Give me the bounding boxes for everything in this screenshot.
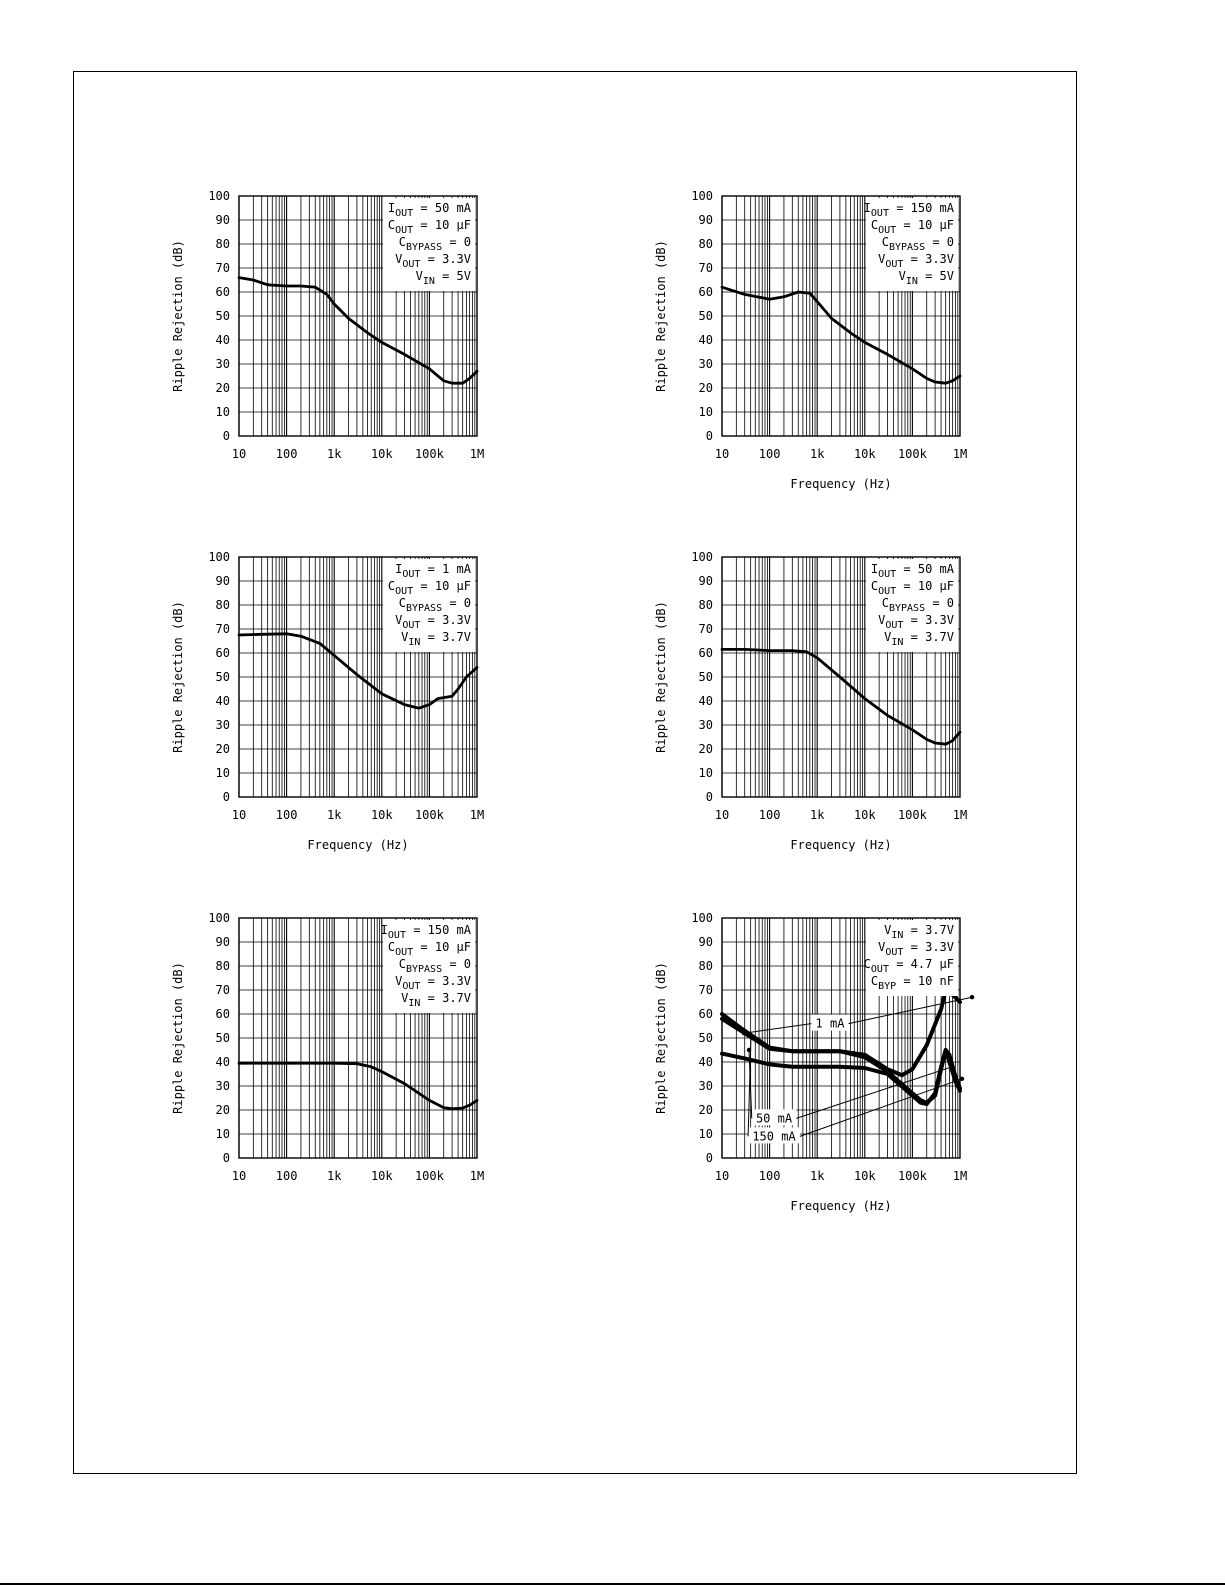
callout-arrowhead xyxy=(950,1065,954,1069)
y-tick-label: 0 xyxy=(705,1151,713,1165)
condition-label: $V_{OUT} = 3.3V$ xyxy=(878,252,954,270)
y-axis-label: Ripple Rejection (dB) xyxy=(654,601,668,753)
y-tick-label: 20 xyxy=(215,1103,230,1117)
y-tick-label: 60 xyxy=(215,646,230,660)
condition-label: $V_{IN} = 5V$ xyxy=(415,269,471,287)
y-tick-label: 0 xyxy=(705,790,713,804)
condition-label: $V_{OUT} = 3.3V$ xyxy=(395,252,471,270)
y-tick-label: 100 xyxy=(208,550,230,564)
condition-label: $V_{IN} = 3.7V$ xyxy=(884,923,954,941)
condition-label: $C_{OUT} = 10$ μF xyxy=(870,218,954,236)
y-tick-label: 10 xyxy=(698,1127,713,1141)
condition-label: $V_{OUT} = 3.3V$ xyxy=(878,613,954,631)
x-tick-label: 100 xyxy=(275,447,298,461)
y-tick-label: 70 xyxy=(215,983,230,997)
condition-label: $I_{OUT} = 150$ mA xyxy=(380,923,471,941)
x-axis-label: Frequency (Hz) xyxy=(790,838,892,852)
y-tick-label: 0 xyxy=(222,790,230,804)
y-tick-label: 10 xyxy=(215,766,230,780)
x-tick-label: 10 xyxy=(714,1169,730,1183)
y-tick-label: 50 xyxy=(215,670,230,684)
condition-label: $C_{BYP} = 10$ nF xyxy=(870,974,954,992)
y-tick-label: 20 xyxy=(215,742,230,756)
condition-label: $C_{BYPASS} = 0$ xyxy=(881,235,954,253)
y-axis-label: Ripple Rejection (dB) xyxy=(654,962,668,1114)
callout-label: 1 mA xyxy=(815,1016,845,1031)
y-tick-label: 10 xyxy=(698,766,713,780)
condition-label: $C_{OUT} = 10$ μF xyxy=(387,579,471,597)
callout-label: 150 mA xyxy=(752,1129,796,1144)
y-tick-label: 90 xyxy=(698,574,713,588)
x-tick-label: 10 xyxy=(231,808,247,822)
y-tick-label: 30 xyxy=(698,357,713,371)
x-tick-label: 1k xyxy=(326,447,342,461)
series-line xyxy=(722,287,960,383)
y-tick-label: 30 xyxy=(698,718,713,732)
x-tick-label: 1k xyxy=(809,447,825,461)
y-tick-label: 20 xyxy=(698,381,713,395)
series-line xyxy=(239,278,477,384)
y-tick-label: 40 xyxy=(698,333,713,347)
y-tick-label: 40 xyxy=(215,1055,230,1069)
x-tick-label: 1k xyxy=(809,808,825,822)
condition-label: $C_{BYPASS} = 0$ xyxy=(881,596,954,614)
condition-label: $I_{OUT} = 50$ mA xyxy=(870,562,954,580)
y-tick-label: 10 xyxy=(698,405,713,419)
condition-label: $C_{OUT} = 10$ μF xyxy=(387,218,471,236)
condition-label: $V_{OUT} = 3.3V$ xyxy=(395,974,471,992)
x-tick-label: 100 xyxy=(758,1169,781,1183)
condition-label: $C_{BYPASS} = 0$ xyxy=(398,235,471,253)
y-tick-label: 90 xyxy=(698,935,713,949)
x-tick-label: 1M xyxy=(469,447,485,461)
x-tick-label: 100k xyxy=(897,447,927,461)
y-tick-label: 40 xyxy=(698,694,713,708)
y-tick-label: 60 xyxy=(698,646,713,660)
chart-2 xyxy=(643,180,983,510)
y-tick-label: 70 xyxy=(215,261,230,275)
x-tick-label: 100k xyxy=(414,808,444,822)
x-tick-label: 100 xyxy=(758,808,781,822)
y-tick-label: 60 xyxy=(215,1007,230,1021)
y-tick-label: 40 xyxy=(215,694,230,708)
y-tick-label: 60 xyxy=(215,285,230,299)
x-tick-label: 1k xyxy=(326,808,342,822)
chart-5 xyxy=(160,902,500,1232)
x-tick-label: 100k xyxy=(897,808,927,822)
x-tick-label: 1M xyxy=(469,1169,485,1183)
callout-leader xyxy=(800,1079,962,1137)
y-tick-label: 100 xyxy=(691,189,713,203)
condition-label: $I_{OUT} = 1$ mA xyxy=(395,562,471,580)
x-axis-label: Frequency (Hz) xyxy=(790,477,892,491)
condition-label: $V_{IN} = 3.7V$ xyxy=(401,630,471,648)
y-tick-label: 70 xyxy=(215,622,230,636)
y-tick-label: 60 xyxy=(698,285,713,299)
condition-label: $V_{IN} = 3.7V$ xyxy=(884,630,954,648)
y-tick-label: 90 xyxy=(215,574,230,588)
x-tick-label: 100k xyxy=(414,1169,444,1183)
condition-label: $C_{BYPASS} = 0$ xyxy=(398,596,471,614)
y-tick-label: 100 xyxy=(208,189,230,203)
x-tick-label: 1k xyxy=(326,1169,342,1183)
y-tick-label: 30 xyxy=(215,1079,230,1093)
callout-arrowhead xyxy=(742,1031,746,1035)
chart-3 xyxy=(160,541,500,871)
x-tick-label: 10k xyxy=(853,808,876,822)
x-tick-label: 1k xyxy=(809,1169,825,1183)
chart-6 xyxy=(643,902,983,1232)
y-tick-label: 100 xyxy=(208,911,230,925)
callout-arrowhead xyxy=(749,1033,753,1037)
callout-leader xyxy=(744,1024,811,1034)
x-tick-label: 10k xyxy=(853,1169,876,1183)
y-axis-label: Ripple Rejection (dB) xyxy=(171,601,185,753)
x-tick-label: 10k xyxy=(370,1169,393,1183)
series-line xyxy=(722,649,960,744)
x-tick-label: 1M xyxy=(952,1169,968,1183)
y-tick-label: 0 xyxy=(705,429,713,443)
condition-label: $V_{IN} = 3.7V$ xyxy=(401,991,471,1009)
y-tick-label: 90 xyxy=(698,213,713,227)
series-line-150-ma xyxy=(722,1050,960,1104)
y-tick-label: 50 xyxy=(698,309,713,323)
y-tick-label: 80 xyxy=(698,959,713,973)
x-tick-label: 1M xyxy=(952,447,968,461)
y-tick-label: 70 xyxy=(698,983,713,997)
y-tick-label: 80 xyxy=(215,237,230,251)
x-tick-label: 10 xyxy=(714,447,730,461)
condition-label: $V_{IN} = 5V$ xyxy=(898,269,954,287)
y-axis-label: Ripple Rejection (dB) xyxy=(171,962,185,1114)
callout-leader xyxy=(796,1067,952,1119)
condition-label: $I_{OUT} = 150$ mA xyxy=(863,201,954,219)
y-tick-label: 100 xyxy=(691,550,713,564)
condition-label: $C_{BYPASS} = 0$ xyxy=(398,957,471,975)
condition-label: $I_{OUT} = 50$ mA xyxy=(387,201,471,219)
y-tick-label: 40 xyxy=(215,333,230,347)
y-tick-label: 10 xyxy=(215,1127,230,1141)
y-tick-label: 50 xyxy=(215,1031,230,1045)
y-tick-label: 20 xyxy=(215,381,230,395)
condition-label: $V_{OUT} = 3.3V$ xyxy=(395,613,471,631)
y-tick-label: 80 xyxy=(215,959,230,973)
y-tick-label: 30 xyxy=(215,357,230,371)
chart-4 xyxy=(643,541,983,871)
x-tick-label: 100 xyxy=(275,808,298,822)
x-tick-label: 100 xyxy=(275,1169,298,1183)
x-tick-label: 10 xyxy=(231,1169,247,1183)
y-tick-label: 80 xyxy=(698,237,713,251)
y-tick-label: 60 xyxy=(698,1007,713,1021)
condition-label: $V_{OUT} = 3.3V$ xyxy=(878,940,954,958)
callout-label: 50 mA xyxy=(755,1111,793,1126)
y-tick-label: 50 xyxy=(698,670,713,684)
y-tick-label: 70 xyxy=(698,261,713,275)
x-tick-label: 10k xyxy=(853,447,876,461)
y-tick-label: 80 xyxy=(215,598,230,612)
x-tick-label: 10 xyxy=(231,447,247,461)
y-tick-label: 20 xyxy=(698,742,713,756)
x-tick-label: 100 xyxy=(758,447,781,461)
y-tick-label: 80 xyxy=(698,598,713,612)
y-tick-label: 40 xyxy=(698,1055,713,1069)
x-tick-label: 10k xyxy=(370,447,393,461)
y-tick-label: 100 xyxy=(691,911,713,925)
x-tick-label: 1M xyxy=(469,808,485,822)
callout-arrowhead xyxy=(960,1077,964,1081)
y-tick-label: 0 xyxy=(222,1151,230,1165)
x-tick-label: 100k xyxy=(897,1169,927,1183)
condition-label: $C_{OUT} = 10$ μF xyxy=(870,579,954,597)
x-tick-label: 100k xyxy=(414,447,444,461)
condition-label: $C_{OUT} = 10$ μF xyxy=(387,940,471,958)
y-axis-label: Ripple Rejection (dB) xyxy=(171,240,185,392)
y-tick-label: 90 xyxy=(215,935,230,949)
callout-arrowhead xyxy=(970,995,974,999)
condition-label: $C_{OUT} = 4.7$ μF xyxy=(863,957,954,975)
x-tick-label: 1M xyxy=(952,808,968,822)
y-tick-label: 70 xyxy=(698,622,713,636)
y-tick-label: 20 xyxy=(698,1103,713,1117)
y-tick-label: 10 xyxy=(215,405,230,419)
y-tick-label: 0 xyxy=(222,429,230,443)
x-axis-label: Frequency (Hz) xyxy=(307,838,409,852)
x-tick-label: 10 xyxy=(714,808,730,822)
y-tick-label: 50 xyxy=(698,1031,713,1045)
y-tick-label: 90 xyxy=(215,213,230,227)
x-axis-label: Frequency (Hz) xyxy=(790,1199,892,1213)
chart-1 xyxy=(160,180,500,510)
y-tick-label: 50 xyxy=(215,309,230,323)
y-tick-label: 30 xyxy=(215,718,230,732)
x-tick-label: 10k xyxy=(370,808,393,822)
y-tick-label: 30 xyxy=(698,1079,713,1093)
y-axis-label: Ripple Rejection (dB) xyxy=(654,240,668,392)
